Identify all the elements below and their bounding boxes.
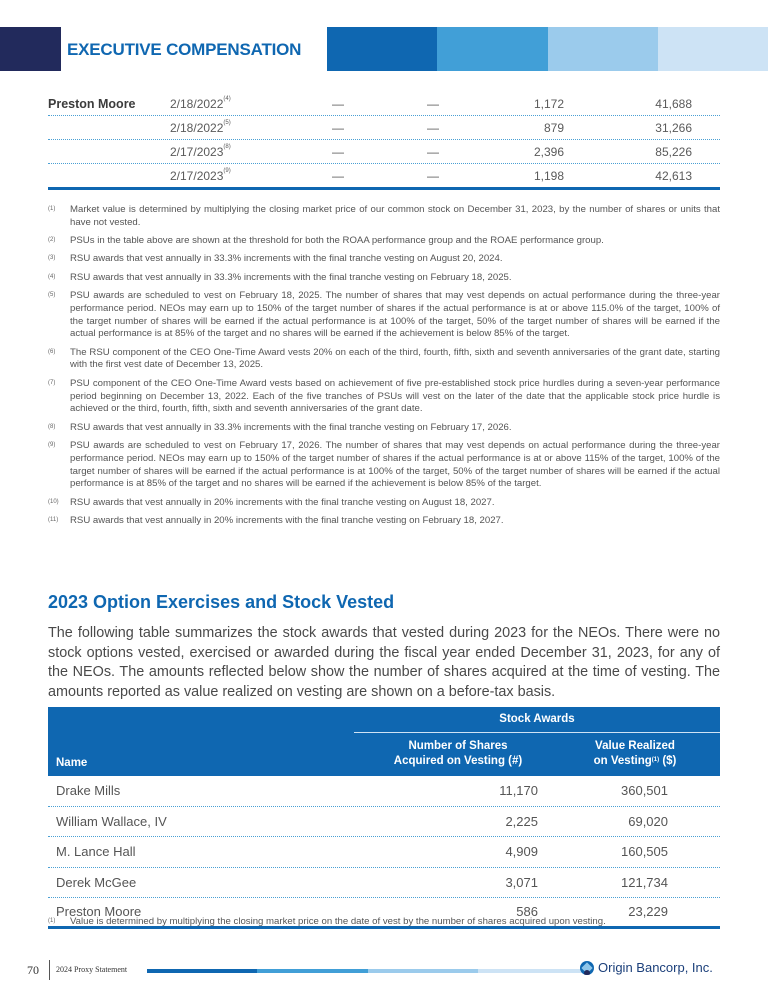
footnote: (1) Market value is determined by multiplying the closing market price of our common stock on December 31, 2023, by the number of shares or units that have not vested. xyxy=(48,204,720,228)
footnote: (4) RSU awards that vest annually in 33.3% increments with the final tranche vesting on February 18, 2025. xyxy=(48,271,512,283)
table-row xyxy=(48,116,720,140)
shares-cell: 2,396 xyxy=(533,144,564,159)
dash-cell: — xyxy=(332,120,344,135)
company-name: Origin Bancorp, Inc. xyxy=(598,960,713,975)
table-row xyxy=(48,776,720,807)
dash-cell: — xyxy=(427,120,439,135)
value-cell: 42,613 xyxy=(655,168,692,183)
outstanding-awards-table xyxy=(48,92,720,190)
shares-cell: 3,071 xyxy=(505,874,538,890)
value-cell: 41,688 xyxy=(655,96,692,111)
column-header-value: Value Realized on Vesting$^{(1)}$ ($) xyxy=(593,740,677,767)
color-block-1 xyxy=(327,27,437,71)
origin-logo-icon xyxy=(580,961,594,975)
grant-date-cell: 2/17/2023$^{(8)}$ xyxy=(170,143,231,159)
value-cell: 31,266 xyxy=(655,120,692,135)
dash-cell: — xyxy=(332,96,344,111)
value-cell: 360,501 xyxy=(621,783,668,799)
grant-date-cell: 2/17/2023$^{(9)}$ xyxy=(170,167,231,183)
section-body: The following table summarizes the stock awards that vested during 2023 for the NEOs. There were no stock options vested, exercised or awarded during the fiscal year ended December 31, 2023, for any of the NEOs. The amounts reflected below show the number of shares acquired at the time of vesting. The amounts reported as value realized on vesting are shown on a before-tax basis. xyxy=(48,625,720,700)
document-title: 2024 Proxy Statement xyxy=(56,965,128,974)
color-block-3 xyxy=(548,27,658,71)
stock-vested-table xyxy=(48,707,720,929)
table-row xyxy=(48,92,720,116)
company-logo xyxy=(580,960,713,975)
shares-cell: 879 xyxy=(543,120,564,135)
section-header-title: EXECUTIVE COMPENSATION xyxy=(67,40,302,59)
name-cell: Derek McGee xyxy=(56,874,137,890)
name-cell: Drake Mills xyxy=(56,783,121,799)
name-cell: Preston Moore xyxy=(48,96,136,111)
shares-cell: 4,909 xyxy=(505,844,538,860)
color-block-2 xyxy=(437,27,547,71)
value-cell: 69,020 xyxy=(628,813,668,829)
footnotes xyxy=(48,204,720,533)
value-cell: 23,229 xyxy=(628,904,668,920)
shares-cell: 1,198 xyxy=(533,168,564,183)
footnote: (5) PSU awards are scheduled to vest on February 18, 2025. The number of shares that may vest depends on actual performance during the three-year performance period. NEOs may earn up to 150% of the target number of shares if the actual performance is at or above 115.0% of the target, 100% of the target number of shares will be earned if the actual performance is at 100% of the target, 50% of the target number of shares will be earned if the actual performance is at 85% of the target and no shares will be earned if the achievement is below 85% of the target. xyxy=(48,289,720,340)
color-block-4 xyxy=(658,27,768,71)
footnote: (1) Value is determined by multiplying the closing market price on the date of vest by the number of shares acquired upon vesting. xyxy=(48,916,606,927)
dash-cell: — xyxy=(332,168,344,183)
page-footer xyxy=(0,958,768,982)
footnote: (8) RSU awards that vest annually in 33.3% increments with the final tranche vesting on February 17, 2026. xyxy=(48,421,512,433)
column-header-name: Name xyxy=(56,757,88,769)
grant-date-cell: 2/18/2022$^{(4)}$ xyxy=(170,95,231,111)
name-cell: M. Lance Hall xyxy=(56,844,136,860)
footnote: (9) PSU awards are scheduled to vest on February 17, 2026. The number of shares that may vest depends on actual performance during the three-year performance period. NEOs may earn up to 150% of the target number of shares if the actual performance is at or above 115% of the target, 100% of the target number of shares will be earned if the actual performance is at 100% of the target, 50% of the target number of shares will be earned if the actual performance is at 85% of the target and no shares will be earned if the achievement is below 85% of the target. xyxy=(48,439,720,490)
table-footnote xyxy=(48,916,720,934)
footnote: (2) PSUs in the table above are shown at the threshold for both the ROAA performance group and the ROAE performance group. xyxy=(48,235,604,247)
group-header-stock-awards: Stock Awards xyxy=(354,713,720,733)
header-navy-block xyxy=(0,27,61,71)
dash-cell: — xyxy=(427,168,439,183)
dash-cell: — xyxy=(427,144,439,159)
name-cell: Preston Moore xyxy=(56,904,142,920)
table-row xyxy=(48,140,720,164)
table-row xyxy=(48,164,720,190)
page-number: 70 xyxy=(27,963,39,977)
section-title: 2023 Option Exercises and Stock Vested xyxy=(48,592,395,612)
table-row xyxy=(48,837,720,868)
value-cell: 85,226 xyxy=(655,144,692,159)
table-row xyxy=(48,807,720,838)
shares-cell: 1,172 xyxy=(533,96,564,111)
column-header-shares: Number of Shares Acquired on Vesting (#) xyxy=(393,740,523,767)
dash-cell: — xyxy=(427,96,439,111)
name-cell: William Wallace, IV xyxy=(56,813,167,829)
shares-cell: 2,225 xyxy=(505,813,538,829)
footnote: (11) RSU awards that vest annually in 20% increments with the final tranche vesting on February 18, 2027. xyxy=(48,514,504,526)
footer-color-bar xyxy=(147,969,588,973)
shares-cell: 11,170 xyxy=(499,783,538,799)
grant-date-cell: 2/18/2022$^{(5)}$ xyxy=(170,119,231,135)
value-cell: 121,734 xyxy=(621,874,668,890)
footnote: (7) PSU component of the CEO One-Time Award vests based on achievement of five pre-established stock price hurdles during a seven-year performance period beginning on December 13, 2022. Each of the five tranches of PSUs will vest on the later of the date that the applicable stock price hurdle is achieved or the third, fourth, fifth, sixth and seventh anniversaries of the grant date. xyxy=(48,377,720,415)
value-cell: 160,505 xyxy=(621,844,668,860)
shares-cell: 586 xyxy=(516,904,538,920)
header-color-bar xyxy=(327,27,768,71)
footnote: (10) RSU awards that vest annually in 20% increments with the final tranche vesting on August 18, 2027. xyxy=(48,496,495,508)
dash-cell: — xyxy=(332,144,344,159)
footer-divider xyxy=(49,960,50,980)
footnote: (6) The RSU component of the CEO One-Time Award vests 20% on each of the third, fourth, fifth, sixth and seventh anniversaries of the grant date, starting with the first vest date of December 13, 2025. xyxy=(48,346,720,371)
table-header xyxy=(48,707,720,776)
footnote: (3) RSU awards that vest annually in 33.3% increments with the final tranche vesting on August 20, 2024. xyxy=(48,253,503,265)
table-row xyxy=(48,868,720,899)
